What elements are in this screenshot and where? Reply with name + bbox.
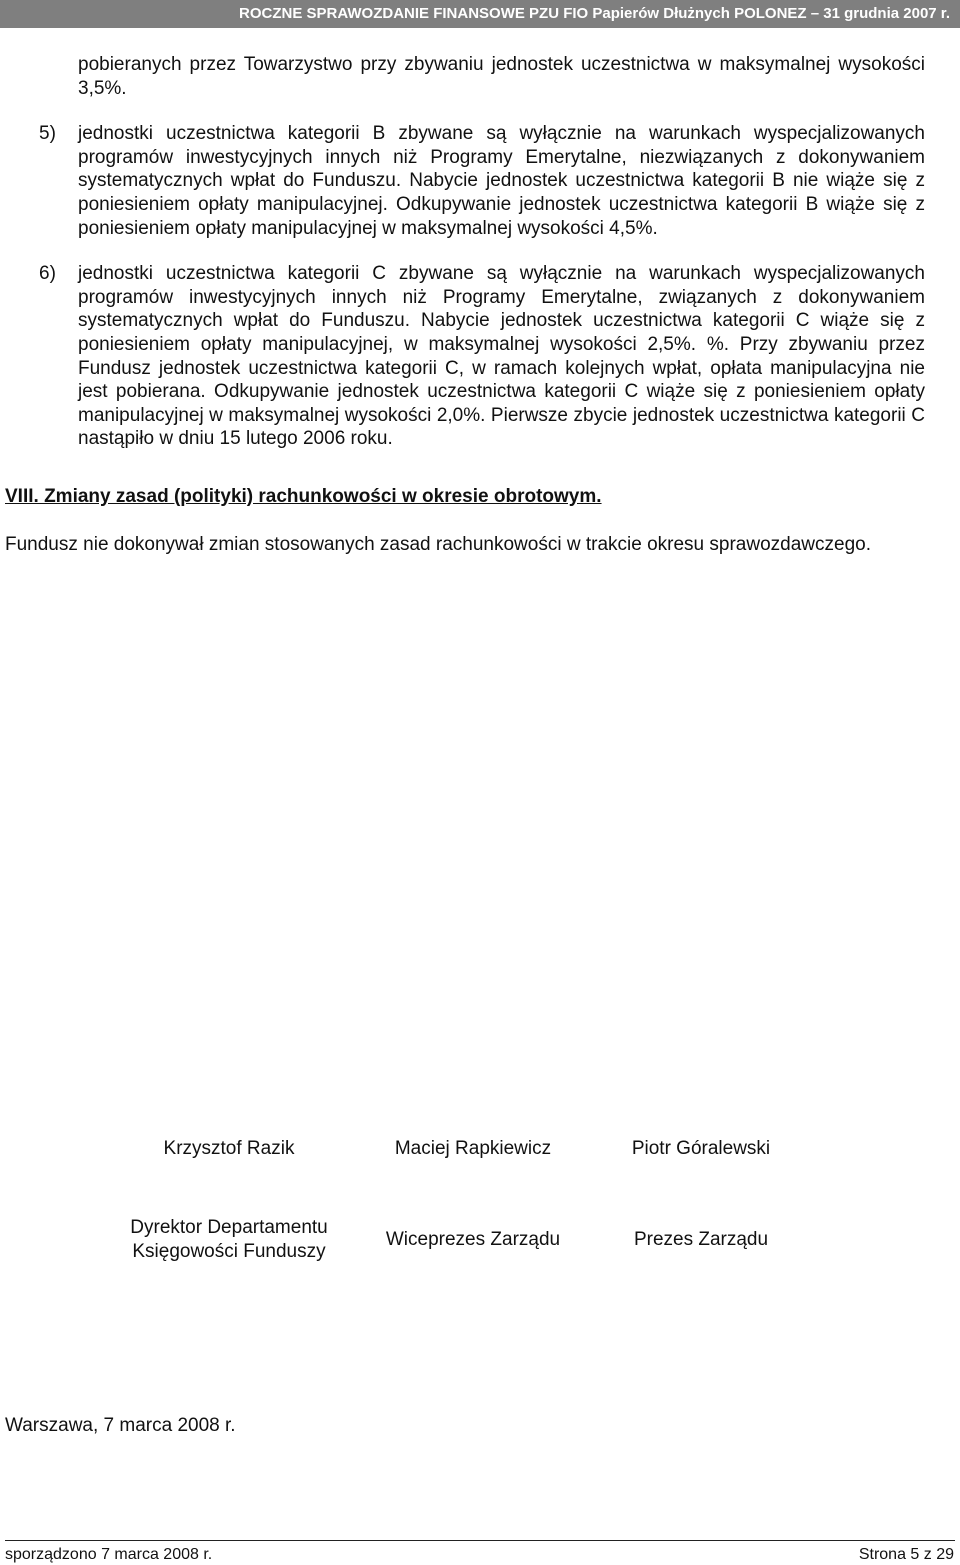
list-item-number: 5) — [39, 123, 56, 145]
footer-page-number: Strona 5 z 29 — [858, 1546, 954, 1563]
document-header — [0, 0, 960, 28]
signatory-role-line: Księgowości Funduszy — [132, 1241, 326, 1262]
list-item-5 — [39, 122, 925, 240]
signatory-name: Krzysztof Razik — [163, 1138, 295, 1159]
signatory-name: Piotr Góralewski — [631, 1138, 771, 1159]
signatory-role — [601, 1228, 801, 1252]
footer-divider — [5, 1540, 955, 1541]
signatory-role — [373, 1228, 573, 1252]
list-item-number: 6) — [39, 263, 56, 285]
list-item-text: jednostki uczestnictwa kategorii C zbywane są wyłącznie na warunkach wyspecjalizowanych programów inwestycyjnych innych niż Programy Emerytalne, związanych z dokonywaniem systematycznych wpłat do Funduszu. Nabycie jednostek uczestnictwa kategorii C wiąże się z poniesieniem opłaty manipulacyjnej, w maksymalnej wysokości 2,5%. %. Przy zbywaniu przez Fundusz jednostek uczestnictwa kategorii C, w ramach kolejnych wpłat, opłata manipulacyjna nie jest pobierana. Odkupywanie jednostek uczestnictwa kategorii C wiąże się z poniesieniem opłaty manipulacyjnej w maksymalnej wysokości 2,0%. Pierwsze zbycie jednostek uczestnictwa kategorii C nastąpiło w dniu 15 lutego 2006 roku. — [78, 263, 925, 450]
signatory-role-line: Wiceprezes Zarządu — [385, 1229, 561, 1250]
document-body — [0, 53, 960, 556]
signatory-name: Maciej Rapkiewicz — [394, 1138, 552, 1159]
list-item-text: jednostki uczestnictwa kategorii B zbywane są wyłącznie na warunkach wyspecjalizowanych programów inwestycyjnych innych niż Programy Emerytalne, niezwiązanych z dokonywaniem systematycznych wpłat do Funduszu. Nabycie jednostek uczestnictwa kategorii B nie wiąże się z poniesieniem opłaty manipulacyjnej. Odkupywanie jednostek uczestnictwa kategorii B wiąże się z poniesieniem opłaty manipulacyjnej w maksymalnej wysokości 4,5%. — [78, 123, 925, 239]
signature-1 — [129, 1137, 329, 1262]
section-heading: VIII. Zmiany zasad (polityki) rachunkowości w okresie obrotowym. — [5, 485, 602, 507]
section-paragraph: Fundusz nie dokonywał zmian stosowanych zasad rachunkowości w trakcie okresu sprawozdawczego. — [5, 533, 871, 555]
signature-2 — [373, 1137, 573, 1250]
list-item-6 — [39, 262, 925, 451]
continuation-paragraph: pobieranych przez Towarzystwo przy zbywaniu jednostek uczestnictwa w maksymalnej wysokości 3,5%. — [78, 54, 925, 99]
signatory-role-line: Prezes Zarządu — [633, 1229, 769, 1250]
place-date: Warszawa, 7 marca 2008 r. — [5, 1415, 236, 1436]
signature-3 — [601, 1137, 801, 1250]
signatory-role-line: Dyrektor Departamentu — [130, 1217, 328, 1238]
header-title: ROCZNE SPRAWOZDANIE FINANSOWE PZU FIO Papierów Dłużnych POLONEZ – 31 grudnia 2007 r. — [239, 5, 950, 22]
signatory-role — [129, 1216, 329, 1264]
footer-prepared-date: sporządzono 7 marca 2008 r. — [5, 1546, 213, 1563]
